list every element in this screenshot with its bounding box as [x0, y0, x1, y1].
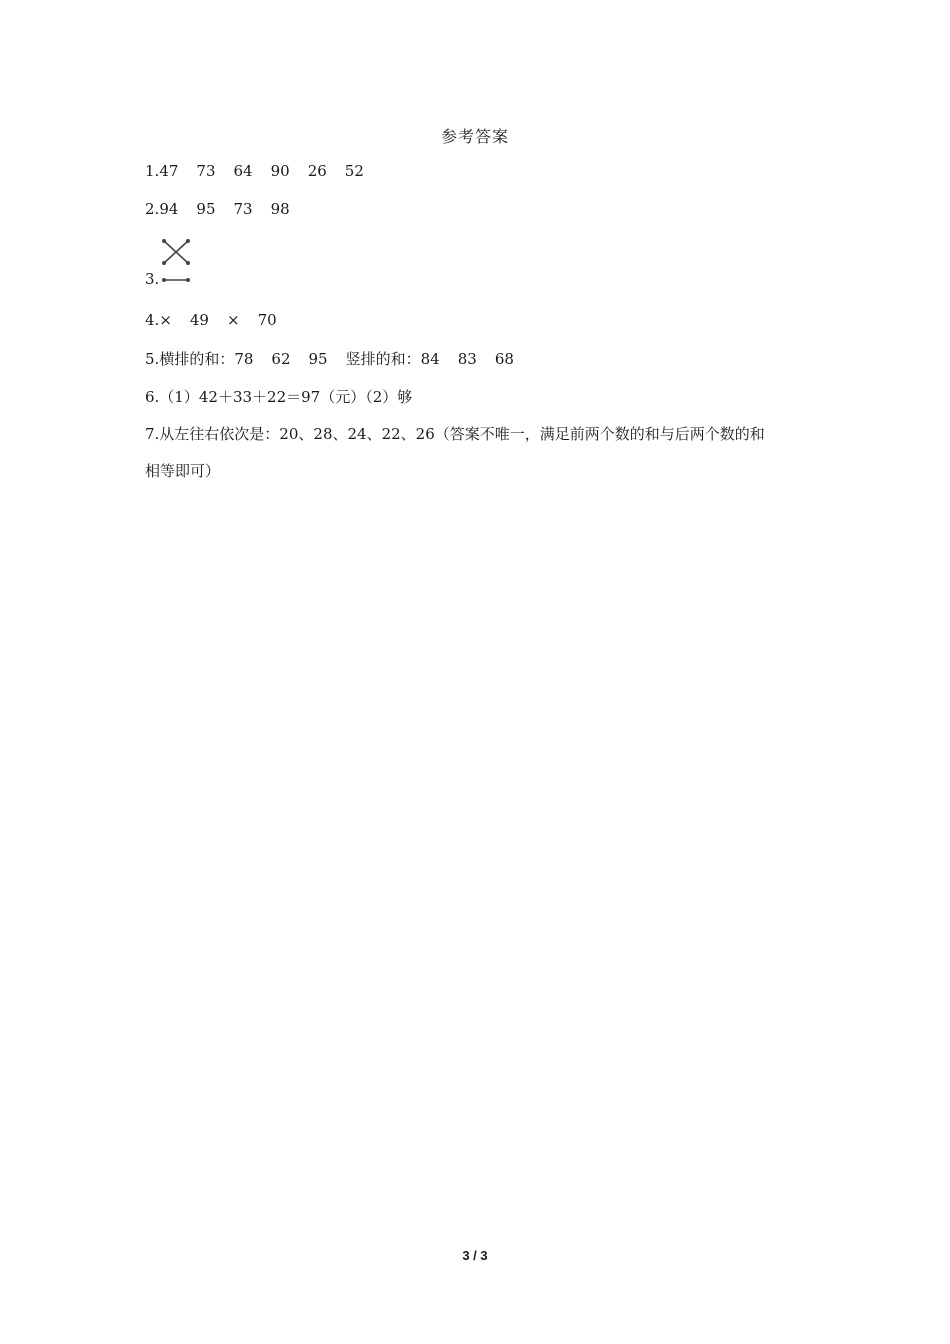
answer-3-number: 3. [145, 270, 160, 288]
answer-value: 78 [234, 350, 254, 368]
column-sum-label: 竖排的和： [345, 350, 421, 368]
answer-7-line-1: 7.从左往右依次是：20、28、24、22、26（答案不唯一，满足前两个数的和与后两个数的和 [145, 425, 765, 443]
matching-lines-graphic [160, 238, 194, 288]
answer-value: 47 [159, 162, 179, 180]
answer-4 [145, 311, 277, 329]
page-number: 3 / 3 [462, 1248, 488, 1263]
answer-value: 95 [308, 350, 328, 368]
answer-value: 84 [420, 350, 440, 368]
answer-value: 90 [270, 162, 290, 180]
answer-value: 62 [271, 350, 291, 368]
answer-value: 83 [457, 350, 477, 368]
answer-value: 52 [344, 162, 364, 180]
answer-value: 94 [159, 200, 179, 218]
answer-2 [145, 200, 290, 218]
answer-value: 73 [196, 162, 216, 180]
answer-value: 64 [233, 162, 253, 180]
answer-3 [145, 270, 159, 288]
answer-7-line-2: 相等即可） [145, 462, 221, 480]
answer-5 [145, 348, 514, 369]
answer-value: 26 [307, 162, 327, 180]
answer-5-number: 5. [145, 350, 160, 368]
answer-value: 70 [257, 311, 277, 329]
answer-value: 68 [494, 350, 514, 368]
answer-2-number: 2. [145, 200, 160, 218]
answer-value: 98 [270, 200, 290, 218]
answer-value: 95 [196, 200, 216, 218]
page-title: 参考答案 [440, 127, 509, 146]
row-sum-label: 横排的和： [159, 350, 235, 368]
answer-value: × [159, 311, 172, 329]
answer-6: 6.（1）42＋33＋22＝97（元）（2）够 [145, 388, 413, 406]
answer-value: 49 [189, 311, 209, 329]
answer-value: × [226, 311, 240, 329]
answer-value: 73 [233, 200, 253, 218]
answer-4-number: 4. [145, 311, 160, 329]
answer-1 [145, 162, 364, 180]
answer-1-number: 1. [145, 162, 160, 180]
